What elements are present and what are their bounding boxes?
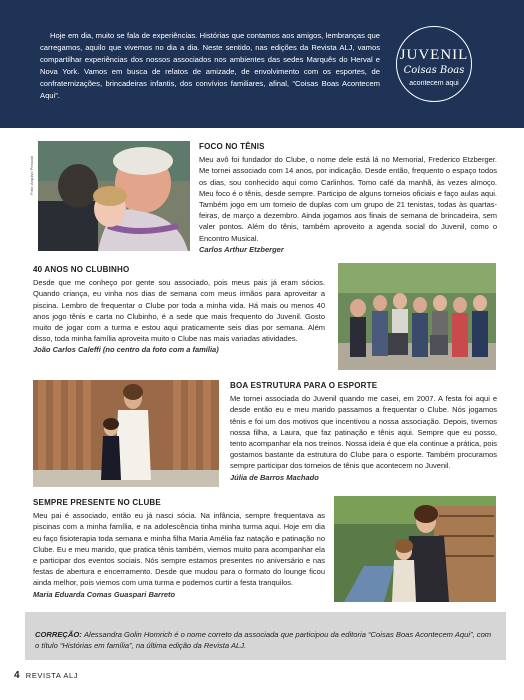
- photo-credit: Foto: Arquivo Pessoal: [29, 156, 34, 195]
- photo-julia-with-daughter: [33, 380, 219, 487]
- intro-paragraph: Hoje em dia, muito se fala de experiências. Histórias que contamos aos amigos, lembranças que carregamos, aquilo que vivemos no dia a dia. Neste sentido, nas edições da Revista ALJ, vamos compartilhar experiências dos nossos associados nos ambientes das sedes Marquês do Herval e Nova York. Vamos em busca de relatos de amizade, de envolvimento com os esportes, de confraternizações, brincadeiras infantis, dos convívios familiares, afinal, “Coisas Boas Acontecem Aqui”.: [40, 31, 380, 100]
- section-signature: Carlos Arthur Etzberger: [199, 244, 284, 254]
- section-title: 40 ANOS NO CLUBINHO: [33, 265, 130, 274]
- section-title: FOCO NO TÊNIS: [199, 142, 265, 151]
- header-banner: [0, 0, 524, 128]
- juvenil-badge-logo: [396, 26, 472, 102]
- section-signature: João Carlos Caleffi (no centro da foto com a família): [33, 345, 219, 355]
- section-40-anos-no-clubinho: [33, 264, 325, 356]
- section-signature: Júlia de Barros Machado: [230, 472, 319, 482]
- section-sempre-presente: [33, 497, 325, 600]
- photo-family-group: [338, 263, 496, 370]
- page-number: 4: [14, 670, 20, 681]
- correction-label: CORREÇÃO:: [35, 630, 82, 639]
- badge-line-2: Coisas Boas: [403, 65, 465, 76]
- section-body: Desde que me conheço por gente sou associado, pois meus pais já eram sócios. Quando criança, eu vinha nos dias de semana com meus irmãos para aproveitar a piscina. Lembro de frequentar o Clube por toda a minha vida. Há mais ou menos 40 anos jogo tênis e carta no Clubinho, é a sede que mais frequento do Juvenil. Gosto muito de jogar com a turma e estou aqui praticamente seis dias por semana. Além disso, toda minha família aproveita muito o Clube nas mais variadas atividades.: [33, 278, 325, 344]
- magazine-name: REVISTA ALJ: [25, 671, 79, 680]
- section-foco-no-tenis: [199, 141, 497, 255]
- section-boa-estrutura: [230, 380, 497, 483]
- badge-line-1: JUVENIL: [399, 47, 469, 63]
- correction-box: [25, 612, 506, 660]
- section-body: Meu avô foi fundador do Clube, o nome dele está lá no Memorial, Frederico Etzberger. Me tornei associado com 14 anos, por indicação. Desde então, frequento o espaço todos os dias, sou conhecido aqui como Carlinhos. Tomo café da manhã, às vezes almoço. Meu foco é o tênis, desde sempre. Participo de alguns torneios oficiais e faço aulas aqui. Também jogo em um torneio de duplas com um grupo de 21 tenistas, todas às quartas-feiras, de março a dezembro. Ainda jogamos aos finais de semana de brincadeira, sem valer pontos. Além do tênis, também aproveito a agenda social do Juvenil, como o Encontro Musical.: [199, 155, 497, 243]
- intro-text: [40, 30, 380, 102]
- section-signature: Maria Eduarda Comas Guaspari Barreto: [33, 589, 176, 599]
- page-footer: [14, 670, 78, 681]
- section-title: BOA ESTRUTURA PARA O ESPORTE: [230, 381, 378, 390]
- section-body: Meu pai é associado, então eu já nasci sócia. Na infância, sempre frequentava as piscinas com a minha família, e na adolescência tinha minha turma aqui. Hoje em dia eu faço fisioterapia toda semana e minha filha Maria Amélia faz natação e patinação no Clube. Eu e meu marido, que pratica tênis também, viemos muito para acompanhar ela e participar dos eventos sociais. Nós sempre estamos presentes no aniversário e nas festas de abertura e encerramento. Desde que mudou para o formato do lounge ficou ainda melhor, pois viemos com uma turma e podemos curtir a festa tranquilos.: [33, 511, 325, 588]
- photo-maria-eduarda-with-daughter: [334, 496, 496, 602]
- section-body: Me tornei associada do Juvenil quando me casei, em 2007. A festa foi aqui e desde então eu e meu marido passamos a frequentar o Clube. Nós jogamos tênis e foi um dos motivos que incentivou a nossa associação. Depois, tivemos nossa filha, a Laura, que faz patinação e tênis aqui. Sempre que eu posso, tento acompanhar ela nos treinos. Nossa ideia é que ela continue a prática, pois gostamos bastante da estrutura do Clube para o esporte. Também procuramos sempre participar dos torneios de tênis que acontecem no Juvenil.: [230, 394, 497, 471]
- badge-line-3: acontecem aqui: [409, 80, 459, 87]
- correction-text: Alessandra Golin Homrich é o nome correto da associada que participou da editoria “Coisas Boas Acontecem Aqui”, com o título “Histórias em família”, na última edição da Revista ALJ.: [35, 630, 492, 650]
- photo-carlos-with-child: [38, 141, 190, 251]
- section-title: SEMPRE PRESENTE NO CLUBE: [33, 498, 161, 507]
